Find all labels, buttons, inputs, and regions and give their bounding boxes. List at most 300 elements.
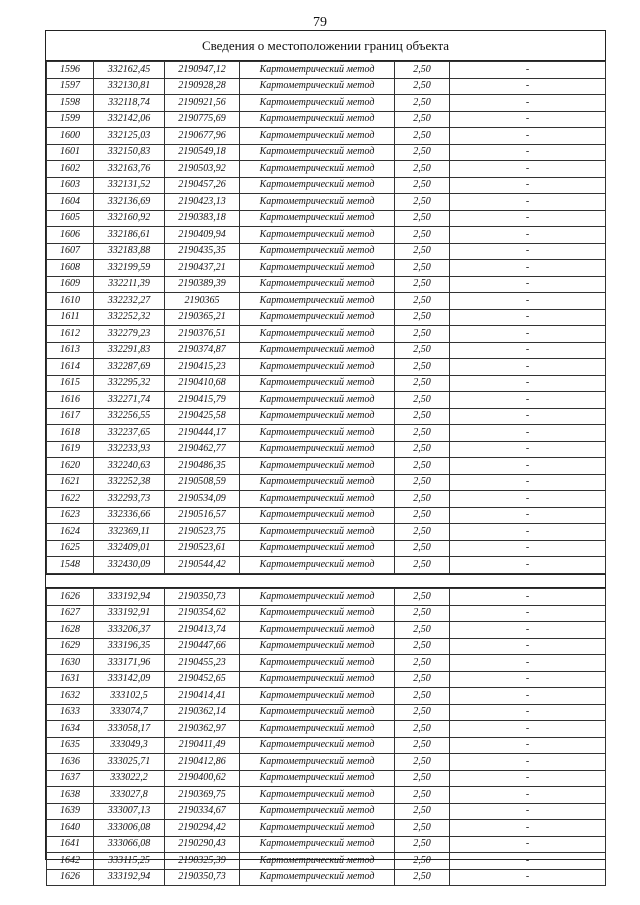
- method: Картометрический метод: [240, 210, 395, 227]
- y-coordinate: 2190544,42: [165, 557, 240, 574]
- point-number: 1626: [47, 589, 94, 606]
- description: -: [450, 342, 606, 359]
- method: Картометрический метод: [240, 605, 395, 622]
- point-number: 1641: [47, 836, 94, 853]
- description: -: [450, 704, 606, 721]
- point-number: 1638: [47, 787, 94, 804]
- point-number: 1625: [47, 540, 94, 557]
- point-number: 1609: [47, 276, 94, 293]
- method: Картометрический метод: [240, 62, 395, 79]
- description: -: [450, 754, 606, 771]
- point-number: 1613: [47, 342, 94, 359]
- accuracy: 2,50: [395, 737, 450, 754]
- x-coordinate: 333102,5: [94, 688, 165, 705]
- x-coordinate: 332199,59: [94, 260, 165, 277]
- description: -: [450, 688, 606, 705]
- description: -: [450, 638, 606, 655]
- point-number: 1629: [47, 638, 94, 655]
- method: Картометрический метод: [240, 458, 395, 475]
- description: -: [450, 161, 606, 178]
- point-number: 1603: [47, 177, 94, 194]
- point-number: 1631: [47, 671, 94, 688]
- table-row: [47, 622, 606, 639]
- y-coordinate: 2190365: [165, 293, 240, 310]
- y-coordinate: 2190435,35: [165, 243, 240, 260]
- point-number: 1616: [47, 392, 94, 409]
- y-coordinate: 2190775,69: [165, 111, 240, 128]
- method: Картометрический метод: [240, 375, 395, 392]
- description: -: [450, 770, 606, 787]
- description: -: [450, 359, 606, 376]
- x-coordinate: 333192,94: [94, 589, 165, 606]
- description: -: [450, 441, 606, 458]
- y-coordinate: 2190928,28: [165, 78, 240, 95]
- description: -: [450, 655, 606, 672]
- point-number: 1614: [47, 359, 94, 376]
- page-number: 79: [313, 15, 327, 30]
- x-coordinate: 332136,69: [94, 194, 165, 211]
- description: -: [450, 524, 606, 541]
- method: Картометрический метод: [240, 326, 395, 343]
- x-coordinate: 333006,08: [94, 820, 165, 837]
- accuracy: 2,50: [395, 293, 450, 310]
- table-row: [47, 359, 606, 376]
- method: Картометрический метод: [240, 425, 395, 442]
- y-coordinate: 2190294,42: [165, 820, 240, 837]
- x-coordinate: 332237,65: [94, 425, 165, 442]
- accuracy: 2,50: [395, 474, 450, 491]
- point-number: 1596: [47, 62, 94, 79]
- method: Картометрический метод: [240, 507, 395, 524]
- x-coordinate: 332150,83: [94, 144, 165, 161]
- description: -: [450, 820, 606, 837]
- accuracy: 2,50: [395, 671, 450, 688]
- y-coordinate: 2190425,58: [165, 408, 240, 425]
- accuracy: 2,50: [395, 276, 450, 293]
- method: Картометрический метод: [240, 474, 395, 491]
- table-row: [47, 342, 606, 359]
- y-coordinate: 2190325,39: [165, 853, 240, 870]
- method: Картометрический метод: [240, 293, 395, 310]
- y-coordinate: 2190503,92: [165, 161, 240, 178]
- method: Картометрический метод: [240, 655, 395, 672]
- point-number: 1610: [47, 293, 94, 310]
- accuracy: 2,50: [395, 721, 450, 738]
- description: -: [450, 375, 606, 392]
- table-row: [47, 227, 606, 244]
- table-row: [47, 540, 606, 557]
- description: -: [450, 177, 606, 194]
- table-row: [47, 260, 606, 277]
- point-number: 1607: [47, 243, 94, 260]
- table-row: [47, 507, 606, 524]
- accuracy: 2,50: [395, 359, 450, 376]
- description: -: [450, 425, 606, 442]
- method: Картометрический метод: [240, 557, 395, 574]
- accuracy: 2,50: [395, 78, 450, 95]
- x-coordinate: 332271,74: [94, 392, 165, 409]
- point-number: 1618: [47, 425, 94, 442]
- table-row: [47, 128, 606, 145]
- x-coordinate: 332162,45: [94, 62, 165, 79]
- x-coordinate: 332287,69: [94, 359, 165, 376]
- point-number: 1597: [47, 78, 94, 95]
- method: Картометрический метод: [240, 260, 395, 277]
- method: Картометрический метод: [240, 770, 395, 787]
- description: -: [450, 144, 606, 161]
- x-coordinate: 332130,81: [94, 78, 165, 95]
- x-coordinate: 333196,35: [94, 638, 165, 655]
- x-coordinate: 333142,09: [94, 671, 165, 688]
- point-number: 1642: [47, 853, 94, 870]
- accuracy: 2,50: [395, 458, 450, 475]
- method: Картометрический метод: [240, 721, 395, 738]
- table-row: [47, 441, 606, 458]
- point-number: 1599: [47, 111, 94, 128]
- description: -: [450, 721, 606, 738]
- table-row: [47, 458, 606, 475]
- accuracy: 2,50: [395, 704, 450, 721]
- method: Картометрический метод: [240, 540, 395, 557]
- table-row: [47, 655, 606, 672]
- y-coordinate: 2190350,73: [165, 869, 240, 886]
- accuracy: 2,50: [395, 392, 450, 409]
- method: Картометрический метод: [240, 704, 395, 721]
- accuracy: 2,50: [395, 441, 450, 458]
- point-number: 1612: [47, 326, 94, 343]
- y-coordinate: 2190354,62: [165, 605, 240, 622]
- y-coordinate: 2190457,26: [165, 177, 240, 194]
- method: Картометрический метод: [240, 622, 395, 639]
- accuracy: 2,50: [395, 787, 450, 804]
- point-number: 1600: [47, 128, 94, 145]
- y-coordinate: 2190444,17: [165, 425, 240, 442]
- method: Картометрический метод: [240, 342, 395, 359]
- table-row: [47, 194, 606, 211]
- description: -: [450, 622, 606, 639]
- point-number: 1548: [47, 557, 94, 574]
- point-number: 1633: [47, 704, 94, 721]
- x-coordinate: 333027,8: [94, 787, 165, 804]
- description: -: [450, 787, 606, 804]
- description: -: [450, 458, 606, 475]
- coordinates-table-group-1: [46, 61, 606, 574]
- table-row: [47, 524, 606, 541]
- x-coordinate: 332240,63: [94, 458, 165, 475]
- method: Картометрический метод: [240, 836, 395, 853]
- y-coordinate: 2190415,79: [165, 392, 240, 409]
- accuracy: 2,50: [395, 853, 450, 870]
- description: -: [450, 95, 606, 112]
- table-row: [47, 671, 606, 688]
- description: -: [450, 589, 606, 606]
- x-coordinate: 332336,66: [94, 507, 165, 524]
- y-coordinate: 2190411,49: [165, 737, 240, 754]
- accuracy: 2,50: [395, 227, 450, 244]
- y-coordinate: 2190516,57: [165, 507, 240, 524]
- table-row: [47, 392, 606, 409]
- point-number: 1615: [47, 375, 94, 392]
- description: -: [450, 737, 606, 754]
- table-row: [47, 820, 606, 837]
- method: Картометрический метод: [240, 111, 395, 128]
- y-coordinate: 2190334,67: [165, 803, 240, 820]
- y-coordinate: 2190389,39: [165, 276, 240, 293]
- description: -: [450, 803, 606, 820]
- accuracy: 2,50: [395, 309, 450, 326]
- table-row: [47, 803, 606, 820]
- point-number: 1636: [47, 754, 94, 771]
- method: Картометрический метод: [240, 309, 395, 326]
- accuracy: 2,50: [395, 770, 450, 787]
- y-coordinate: 2190400,62: [165, 770, 240, 787]
- x-coordinate: 332409,01: [94, 540, 165, 557]
- y-coordinate: 2190369,75: [165, 787, 240, 804]
- x-coordinate: 333066,08: [94, 836, 165, 853]
- x-coordinate: 333192,94: [94, 869, 165, 886]
- table-row: [47, 111, 606, 128]
- method: Картометрический метод: [240, 869, 395, 886]
- y-coordinate: 2190423,13: [165, 194, 240, 211]
- x-coordinate: 332430,09: [94, 557, 165, 574]
- description: -: [450, 557, 606, 574]
- method: Картометрический метод: [240, 276, 395, 293]
- table-row: [47, 326, 606, 343]
- table-row: [47, 425, 606, 442]
- y-coordinate: 2190415,23: [165, 359, 240, 376]
- method: Картометрический метод: [240, 408, 395, 425]
- method: Картометрический метод: [240, 194, 395, 211]
- description: -: [450, 540, 606, 557]
- table-row: [47, 78, 606, 95]
- y-coordinate: 2190508,59: [165, 474, 240, 491]
- y-coordinate: 2190413,74: [165, 622, 240, 639]
- accuracy: 2,50: [395, 408, 450, 425]
- y-coordinate: 2190365,21: [165, 309, 240, 326]
- description: -: [450, 111, 606, 128]
- point-number: 1635: [47, 737, 94, 754]
- method: Картометрический метод: [240, 638, 395, 655]
- method: Картометрический метод: [240, 803, 395, 820]
- description: -: [450, 243, 606, 260]
- x-coordinate: 332252,32: [94, 309, 165, 326]
- table-row: [47, 688, 606, 705]
- description: -: [450, 260, 606, 277]
- table-row: [47, 869, 606, 886]
- accuracy: 2,50: [395, 688, 450, 705]
- y-coordinate: 2190549,18: [165, 144, 240, 161]
- table-row: [47, 210, 606, 227]
- point-number: 1606: [47, 227, 94, 244]
- point-number: 1626: [47, 869, 94, 886]
- y-coordinate: 2190534,09: [165, 491, 240, 508]
- description: -: [450, 78, 606, 95]
- table-row: [47, 853, 606, 870]
- x-coordinate: 333192,91: [94, 605, 165, 622]
- accuracy: 2,50: [395, 144, 450, 161]
- x-coordinate: 332125,03: [94, 128, 165, 145]
- x-coordinate: 333007,13: [94, 803, 165, 820]
- table-row: [47, 704, 606, 721]
- point-number: 1639: [47, 803, 94, 820]
- method: Картометрический метод: [240, 737, 395, 754]
- table-row: [47, 787, 606, 804]
- accuracy: 2,50: [395, 177, 450, 194]
- accuracy: 2,50: [395, 210, 450, 227]
- point-number: 1628: [47, 622, 94, 639]
- point-number: 1617: [47, 408, 94, 425]
- method: Картометрический метод: [240, 359, 395, 376]
- description: -: [450, 62, 606, 79]
- method: Картометрический метод: [240, 441, 395, 458]
- method: Картометрический метод: [240, 688, 395, 705]
- table-row: [47, 589, 606, 606]
- description: -: [450, 326, 606, 343]
- method: Картометрический метод: [240, 95, 395, 112]
- y-coordinate: 2190290,43: [165, 836, 240, 853]
- method: Картометрический метод: [240, 524, 395, 541]
- y-coordinate: 2190409,94: [165, 227, 240, 244]
- accuracy: 2,50: [395, 243, 450, 260]
- accuracy: 2,50: [395, 754, 450, 771]
- description: -: [450, 474, 606, 491]
- x-coordinate: 333171,96: [94, 655, 165, 672]
- accuracy: 2,50: [395, 326, 450, 343]
- accuracy: 2,50: [395, 655, 450, 672]
- x-coordinate: 333206,37: [94, 622, 165, 639]
- y-coordinate: 2190462,77: [165, 441, 240, 458]
- method: Картометрический метод: [240, 671, 395, 688]
- table-row: [47, 375, 606, 392]
- y-coordinate: 2190677,96: [165, 128, 240, 145]
- point-number: 1602: [47, 161, 94, 178]
- table-row: [47, 293, 606, 310]
- x-coordinate: 332291,83: [94, 342, 165, 359]
- x-coordinate: 332256,55: [94, 408, 165, 425]
- y-coordinate: 2190362,14: [165, 704, 240, 721]
- method: Картометрический метод: [240, 78, 395, 95]
- accuracy: 2,50: [395, 803, 450, 820]
- table-row: [47, 161, 606, 178]
- point-number: 1601: [47, 144, 94, 161]
- point-number: 1620: [47, 458, 94, 475]
- point-number: 1608: [47, 260, 94, 277]
- y-coordinate: 2190376,51: [165, 326, 240, 343]
- description: -: [450, 392, 606, 409]
- point-number: 1640: [47, 820, 94, 837]
- x-coordinate: 333058,17: [94, 721, 165, 738]
- x-coordinate: 333049,3: [94, 737, 165, 754]
- description: -: [450, 194, 606, 211]
- table-row: [47, 737, 606, 754]
- point-number: 1622: [47, 491, 94, 508]
- x-coordinate: 332293,73: [94, 491, 165, 508]
- point-number: 1611: [47, 309, 94, 326]
- method: Картометрический метод: [240, 853, 395, 870]
- point-number: 1604: [47, 194, 94, 211]
- accuracy: 2,50: [395, 425, 450, 442]
- y-coordinate: 2190447,66: [165, 638, 240, 655]
- description: -: [450, 507, 606, 524]
- description: -: [450, 309, 606, 326]
- table-row: [47, 95, 606, 112]
- x-coordinate: 332233,93: [94, 441, 165, 458]
- y-coordinate: 2190947,12: [165, 62, 240, 79]
- description: -: [450, 210, 606, 227]
- table-row: [47, 144, 606, 161]
- point-number: 1630: [47, 655, 94, 672]
- method: Картометрический метод: [240, 392, 395, 409]
- accuracy: 2,50: [395, 342, 450, 359]
- table-row: [47, 309, 606, 326]
- accuracy: 2,50: [395, 540, 450, 557]
- y-coordinate: 2190410,68: [165, 375, 240, 392]
- x-coordinate: 332142,06: [94, 111, 165, 128]
- y-coordinate: 2190412,86: [165, 754, 240, 771]
- accuracy: 2,50: [395, 605, 450, 622]
- x-coordinate: 332279,23: [94, 326, 165, 343]
- x-coordinate: 333115,25: [94, 853, 165, 870]
- table-row: [47, 62, 606, 79]
- accuracy: 2,50: [395, 111, 450, 128]
- table-row: [47, 836, 606, 853]
- description: -: [450, 869, 606, 886]
- accuracy: 2,50: [395, 507, 450, 524]
- group-separator: [46, 574, 605, 588]
- x-coordinate: 332160,92: [94, 210, 165, 227]
- method: Картометрический метод: [240, 144, 395, 161]
- y-coordinate: 2190437,21: [165, 260, 240, 277]
- description: -: [450, 605, 606, 622]
- point-number: 1623: [47, 507, 94, 524]
- accuracy: 2,50: [395, 194, 450, 211]
- table-row: [47, 721, 606, 738]
- method: Картометрический метод: [240, 491, 395, 508]
- y-coordinate: 2190452,65: [165, 671, 240, 688]
- method: Картометрический метод: [240, 787, 395, 804]
- method: Картометрический метод: [240, 128, 395, 145]
- description: -: [450, 408, 606, 425]
- method: Картометрический метод: [240, 177, 395, 194]
- description: -: [450, 853, 606, 870]
- accuracy: 2,50: [395, 622, 450, 639]
- accuracy: 2,50: [395, 260, 450, 277]
- table-row: [47, 605, 606, 622]
- table-row: [47, 557, 606, 574]
- x-coordinate: 332163,76: [94, 161, 165, 178]
- point-number: 1632: [47, 688, 94, 705]
- x-coordinate: 332211,39: [94, 276, 165, 293]
- table-row: [47, 408, 606, 425]
- point-number: 1621: [47, 474, 94, 491]
- coordinates-table-group-2: [46, 588, 606, 886]
- accuracy: 2,50: [395, 62, 450, 79]
- accuracy: 2,50: [395, 638, 450, 655]
- point-number: 1605: [47, 210, 94, 227]
- accuracy: 2,50: [395, 375, 450, 392]
- method: Картометрический метод: [240, 589, 395, 606]
- table-row: [47, 770, 606, 787]
- table-row: [47, 754, 606, 771]
- method: Картометрический метод: [240, 754, 395, 771]
- description: -: [450, 293, 606, 310]
- accuracy: 2,50: [395, 589, 450, 606]
- description: -: [450, 276, 606, 293]
- table-row: [47, 276, 606, 293]
- table-title: Сведения о местоположении границ объекта: [46, 31, 605, 61]
- table-row: [47, 474, 606, 491]
- table-row: [47, 243, 606, 260]
